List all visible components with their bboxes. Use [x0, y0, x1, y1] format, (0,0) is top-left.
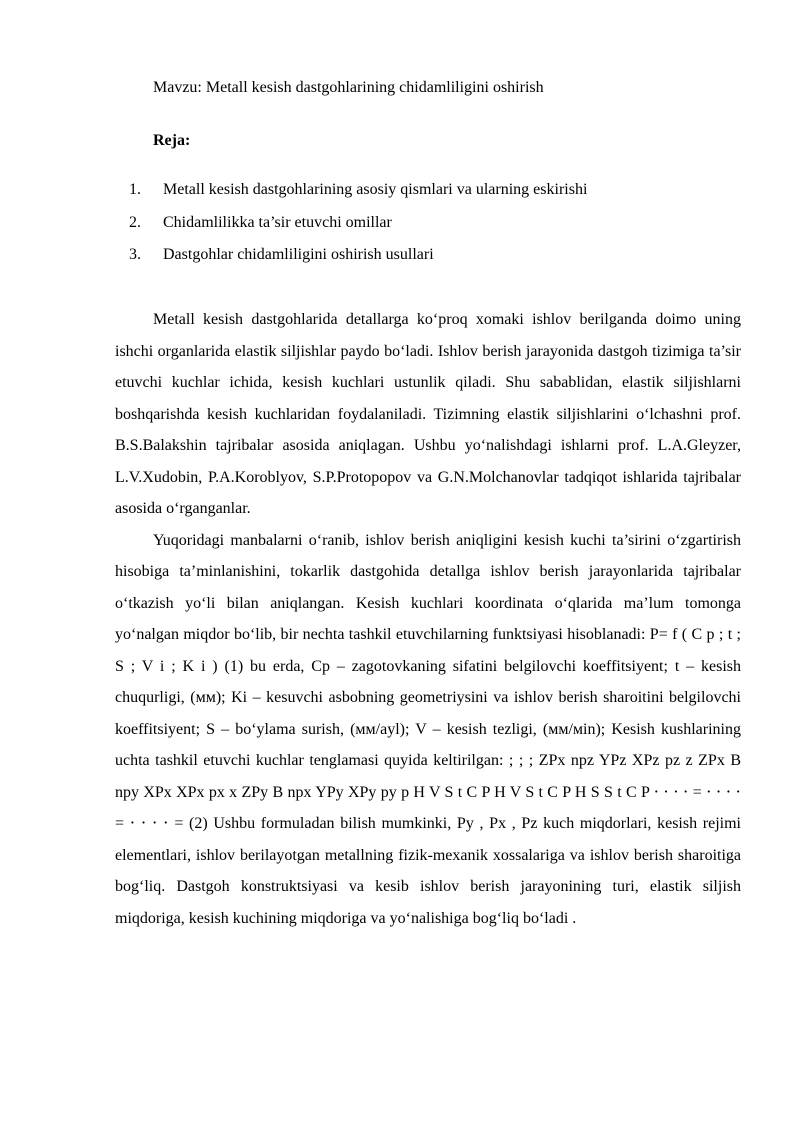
plan-item-number: 3. — [129, 246, 141, 263]
body-paragraph: Metall kesish dastgohlarida detallarga ko‘proq xomaki ishlov berilganda doimo uning ishchi organlarida elastik siljishlar paydo bo‘ladi. Ishlov berish jarayonida dastgoh tizimiga ta’sir etuvchi kuchlar ichida, kesish kuchlari ustunlik qiladi. Shu sabablidan, elastik siljishlarni boshqarishda kesish kuchlaridan foydalaniladi. Tizimning elastik siljishlarini o‘lchashni prof. B.S.Balakshin tajribalar asosida aniqlagan. Ushbu yo‘nalishdagi ishlarni prof. L.A.Gleyzer, L.V.Xudobin, P.A.Koroblyov, S.P.Protopopov va G.N.Molchanovlar tadqiqot ishlarida tajribalar asosida o‘rganganlar. — [115, 311, 741, 517]
plan-item — [115, 239, 755, 272]
body-text — [115, 304, 741, 934]
document-topic: Mavzu: Metall kesish dastgohlarining chidamliligini oshirish — [153, 79, 544, 96]
plan-item-number: 1. — [129, 181, 141, 198]
plan-item — [115, 207, 755, 240]
plan-heading: Reja: — [153, 132, 191, 149]
plan-list — [115, 174, 755, 272]
plan-item-text: Dastgohlar chidamliligini oshirish usullari — [163, 246, 434, 263]
plan-item-text: Chidamlilikka ta’sir etuvchi omillar — [163, 213, 392, 231]
plan-item — [115, 174, 755, 207]
plan-item-number: 2. — [129, 213, 141, 231]
body-paragraph: Yuqoridagi manbalarni o‘ranib, ishlov berish aniqligini kesish kuchi ta’sirini o‘zgartirish hisobiga ta’minlanishini, tokarlik dastgohida detallga ishlov berish jarayonlarida tajribalar o‘tkazish yo‘li bilan aniqlangan. Kesish kuchlari koordinata o‘qlarida ma’lum tomonga yo‘nalgan miqdor bo‘lib, bir nechta tashkil etuvchilarning funktsiyasi hisoblanadi: P= f ( C p ; t ; S ; V i ; K i ) (1) bu erda, Cp – zagotovkaning sifatini belgilovchi koeffitsiyent; t – kesish chuqurligi, (мм); Ki – kesuvchi asbobning geometriysini va ishlov berish sharoitini belgilovchi koeffitsiyent; S – bo‘ylama surish, (мм/ayl); V – kesish tezligi, (мм/мin); Kesish kushlarining uchta tashkil etuvchi kuchlar tenglamasi quyida keltirilgan: ; ; ; ZPx npz YPz XPz pz z ZPx B npy XPx XPx px x ZPy B npx YPy XPy py p H V S t C P H V S t C P H S S t C P ⋅ ⋅ ⋅ ⋅ = ⋅ ⋅ ⋅ ⋅ = ⋅ ⋅ ⋅ ⋅ = (2) Ushbu formuladan bilish mumkinki, Py , Px , Pz kuch miqdorlari, kesish rejimi elementlari, ishlov berilayotgan metallning fizik-mexanik xossalariga va ishlov berish sharoitiga bog‘liq. Dastgoh konstruktsiyasi va kesib ishlov berish jarayonining turi, elastik siljish miqdoriga, kesish kuchining miqdoriga va yo‘nalishiga bog‘liq bo‘ladi . — [115, 531, 742, 927]
plan-item-text: Metall kesish dastgohlarining asosiy qismlari va ularning eskirishi — [163, 181, 588, 198]
